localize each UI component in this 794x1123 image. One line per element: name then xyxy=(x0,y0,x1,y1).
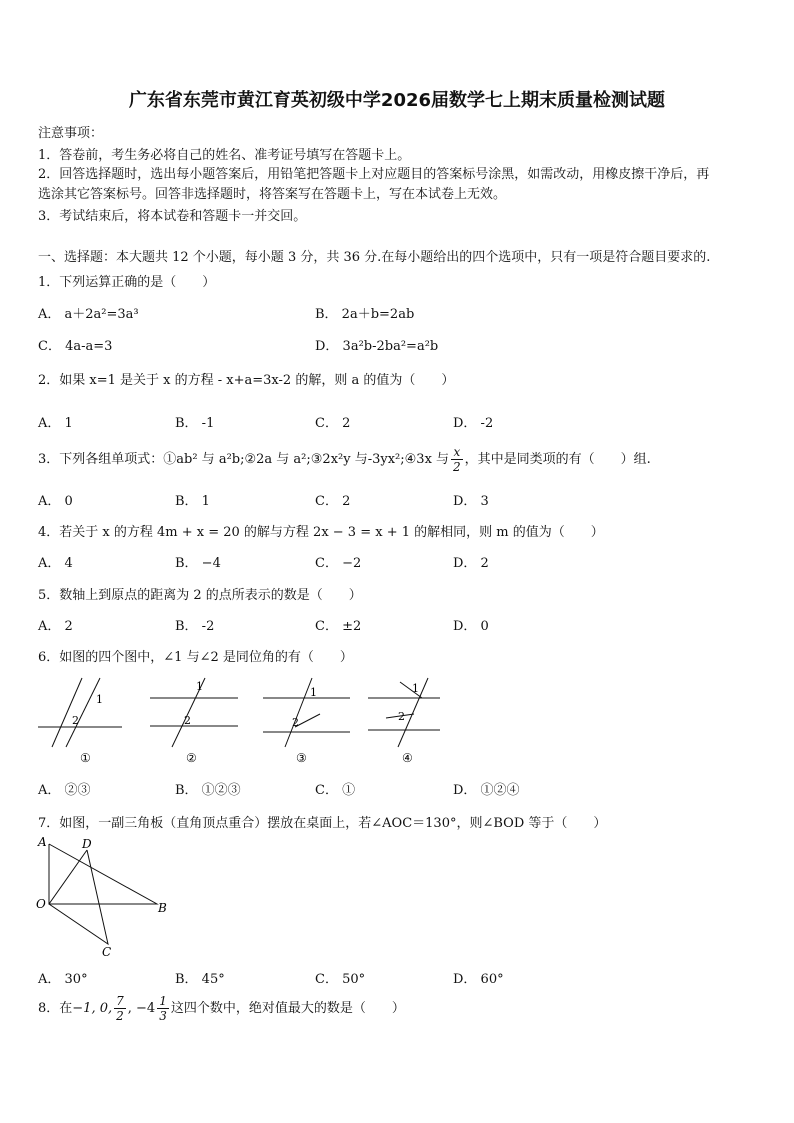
question-6-option-c: C． ① xyxy=(315,783,356,798)
question-2-option-d: D． -2 xyxy=(453,416,494,431)
point-d-label: D xyxy=(82,837,92,851)
fig3-angle-2-label: 2 xyxy=(292,716,299,729)
question-1-option-b: B． 2a＋b=2ab xyxy=(315,307,415,322)
point-a-label: A xyxy=(38,835,47,849)
section-heading: 一、选择题：本大题共 12 个小题，每小题 3 分，共 36 分.在每小题给出的四个选项中，只有一项是符合题目要求的. xyxy=(38,250,711,265)
question-4-option-a: A． 4 xyxy=(38,556,73,571)
notice-heading: 注意事项： xyxy=(38,126,104,141)
question-2-option-c: C． 2 xyxy=(315,416,351,431)
question-6-option-a: A． ②③ xyxy=(38,783,91,798)
question-7-option-c: C． 50° xyxy=(315,972,366,987)
fraction-denominator: 2 xyxy=(116,1009,124,1023)
fraction-denominator: 2 xyxy=(453,460,461,474)
question-7-option-a: A． 30° xyxy=(38,972,88,987)
question-8-stem-tail: 这四个数中，绝对值最大的数是（ ） xyxy=(170,1001,405,1016)
fig2-angle-2-label: 2 xyxy=(184,714,191,727)
notice-item: 3．考试结束后，将本试卷和答题卡一并交回。 xyxy=(38,209,307,224)
question-1-option-d: D． 3a²b-2ba²=a²b xyxy=(315,339,439,354)
notice-item: 2．回答选择题时，选出每小题答案后，用铅笔把答题卡上对应题目的答案标号涂黑，如需改动，用橡皮擦干净后，再 xyxy=(38,167,710,182)
fraction-denominator: 3 xyxy=(159,1009,167,1023)
page-title: 广东省东莞市黄江育英初级中学2026届数学七上期末质量检测试题 xyxy=(128,90,666,111)
fig3-label: ③ xyxy=(296,751,307,765)
question-5-option-c: C． ±2 xyxy=(315,619,362,634)
question-3-stem-tail: ，其中是同类项的有（ ）组. xyxy=(464,452,651,467)
fig2-angle-1-label: 1 xyxy=(196,680,203,693)
question-2-option-a: A． 1 xyxy=(38,416,73,431)
question-7-stem: 7．如图，一副三角板（直角顶点重合）摆放在桌面上，若∠AOC＝130°，则∠BOD 等于（ ） xyxy=(38,816,607,831)
question-5-option-b: B． -2 xyxy=(175,619,215,634)
notice-item: 1．答卷前，考生务必将自己的姓名、准考证号填写在答题卡上。 xyxy=(38,148,411,163)
fig2-label: ② xyxy=(186,751,197,765)
question-3-option-c: C． 2 xyxy=(315,494,351,509)
fraction xyxy=(451,445,463,474)
fig3-angle-1-label: 1 xyxy=(310,686,317,699)
question-4-stem: 4．若关于 x 的方程 4m + x = 20 的解与方程 2x − 3 = x + 1 的解相同，则 m 的值为（ ） xyxy=(38,525,604,540)
notice-item: 选涂其它答案标号。回答非选择题时，将答案写在答题卡上，写在本试卷上无效。 xyxy=(38,187,507,202)
question-6-option-b: B． ①②③ xyxy=(175,783,241,798)
question-5-option-a: A． 2 xyxy=(38,619,73,634)
question-8-stem-text: 8．在 xyxy=(38,1001,73,1016)
fig1-label: ① xyxy=(80,751,91,765)
question-6-option-d: D． ①②④ xyxy=(453,783,520,798)
question-5-stem: 5．数轴上到原点的距离为 2 的点所表示的数是（ ） xyxy=(38,588,362,603)
question-1-stem: 1．下列运算正确的是（ ） xyxy=(38,275,216,290)
fraction xyxy=(157,994,169,1023)
question-3-option-b: B． 1 xyxy=(175,494,210,509)
question-7-figure xyxy=(30,832,180,962)
question-7-option-d: D． 60° xyxy=(453,972,504,987)
question-4-option-b: B． −4 xyxy=(175,556,221,571)
fig4-angle-2-label: 2 xyxy=(398,710,405,723)
question-8-stem xyxy=(38,994,405,1023)
question-3-option-d: D． 3 xyxy=(453,494,489,509)
fig4-label: ④ xyxy=(402,751,413,765)
question-1-option-c: C． 4a-a=3 xyxy=(38,339,113,354)
fraction xyxy=(114,994,126,1023)
question-1-option-a: A． a＋2a²=3a³ xyxy=(38,307,139,322)
question-3-option-a: A． 0 xyxy=(38,494,73,509)
fig4-angle-1-label: 1 xyxy=(412,682,419,695)
question-6-figures xyxy=(30,670,460,770)
question-5-option-d: D． 0 xyxy=(453,619,489,634)
fraction-numerator: 1 xyxy=(159,994,167,1008)
point-o-label: O xyxy=(36,897,46,911)
question-2-stem: 2．如果 x=1 是关于 x 的方程 - x+a=3x-2 的解，则 a 的值为（ ） xyxy=(38,373,455,388)
fig1-angle-2-label: 2 xyxy=(72,714,79,727)
point-b-label: B xyxy=(158,901,167,915)
question-3-stem xyxy=(38,445,651,474)
question-7-option-b: B． 45° xyxy=(175,972,225,987)
question-3-stem-text: 3．下列各组单项式：①ab² 与 a²b;②2a 与 a²;③2x²y 与-3yx²;④3x 与 xyxy=(38,452,450,467)
question-4-option-c: C． −2 xyxy=(315,556,362,571)
fraction-numerator: 7 xyxy=(116,994,124,1008)
question-8-numbers-mid: , −4 xyxy=(127,1001,156,1016)
point-c-label: C xyxy=(102,945,112,959)
question-8-numbers: −1, 0, xyxy=(72,1001,113,1016)
question-2-option-b: B． -1 xyxy=(175,416,215,431)
fraction-numerator: x xyxy=(451,445,463,460)
question-6-stem: 6．如图的四个图中，∠1 与∠2 是同位角的有（ ） xyxy=(38,650,353,665)
fig1-angle-1-label: 1 xyxy=(96,693,103,706)
question-4-option-d: D． 2 xyxy=(453,556,489,571)
